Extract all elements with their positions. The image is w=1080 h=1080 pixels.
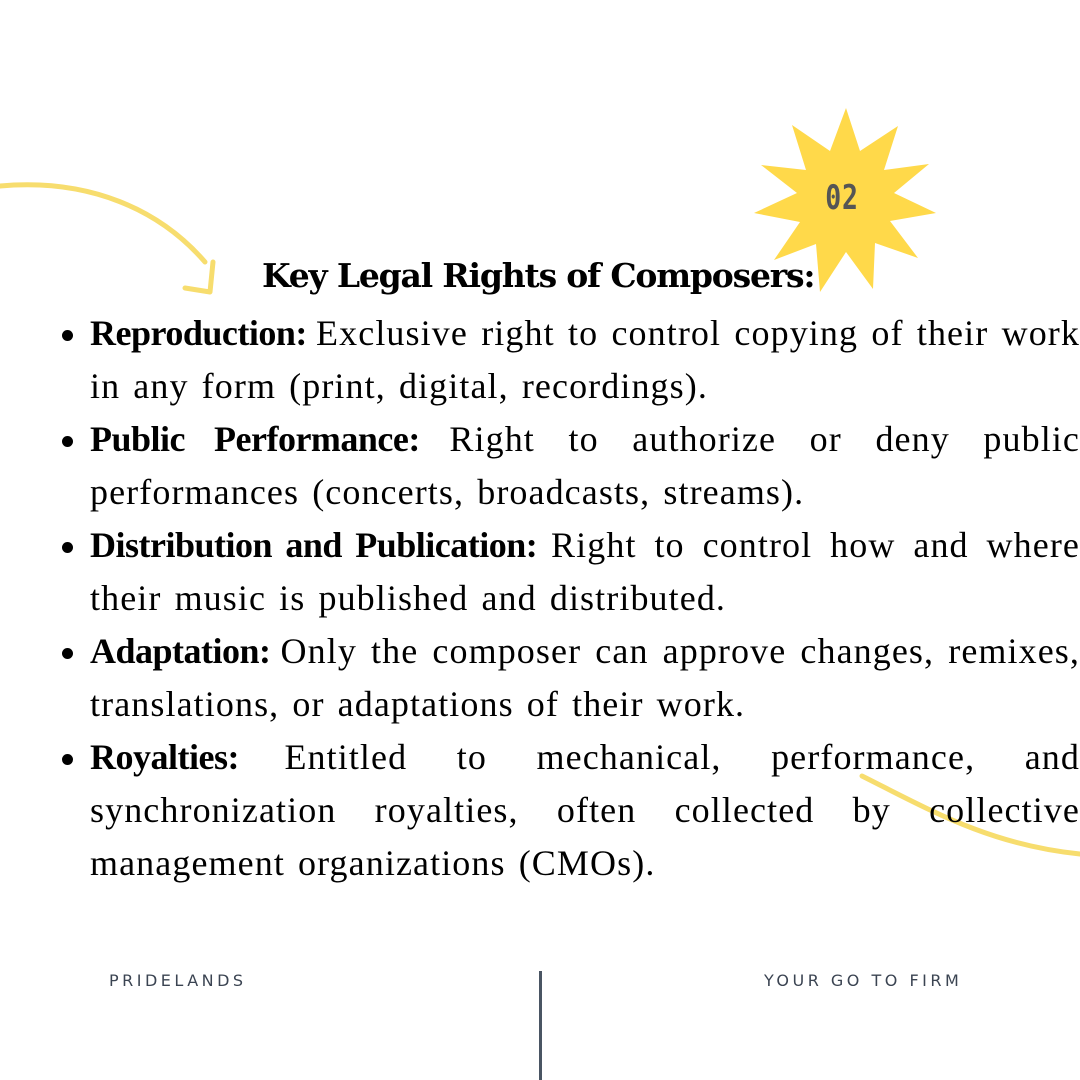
right-description: Exclusive right to control copying of their work in any form (print, digital, recordings). — [90, 313, 1080, 406]
right-description: Right to control how and where their music is published and distributed. — [90, 525, 1080, 618]
list-item — [90, 519, 1080, 625]
arrow-head — [185, 262, 213, 292]
right-description: Entitled to mechanical, performance, and synchronization royalties, often collected by collective management organizations (CMOs). — [90, 737, 1080, 883]
right-term: Distribution and Publication: — [90, 525, 538, 565]
list-item — [90, 625, 1080, 731]
badge-number: 02 — [825, 178, 859, 218]
footer-divider — [539, 971, 542, 1080]
list-item — [90, 731, 1080, 890]
list-item — [90, 413, 1080, 519]
tagline: YOUR GO TO FIRM — [764, 971, 963, 990]
right-term: Royalties: — [90, 737, 239, 777]
right-description: Only the composer can approve changes, remixes, translations, or adaptations of their work. — [90, 631, 1080, 724]
list-item — [90, 307, 1080, 413]
right-term: Reproduction: — [90, 313, 307, 353]
brand-name: PRIDELANDS — [109, 971, 247, 990]
right-term: Public Performance: — [90, 419, 420, 459]
rights-list — [90, 307, 1080, 890]
curved-arrow-line — [0, 185, 205, 262]
right-term: Adaptation: — [90, 631, 271, 671]
right-description: Right to authorize or deny public performances (concerts, broadcasts, streams). — [90, 419, 1080, 512]
section-heading: Key Legal Rights of Composers: — [262, 256, 815, 295]
